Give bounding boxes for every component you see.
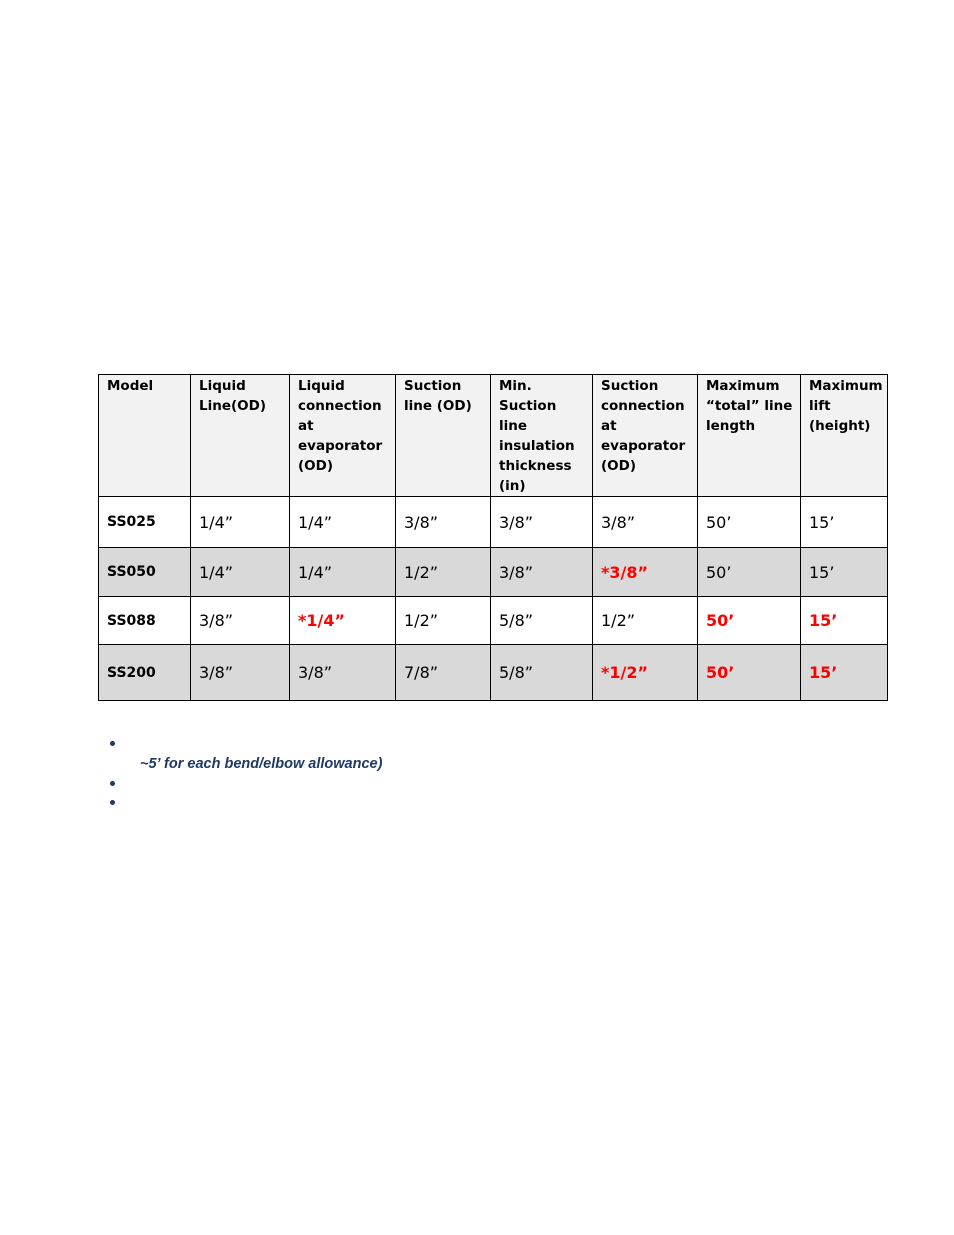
column-header-line: length: [706, 418, 756, 434]
model-cell: SS088: [99, 597, 191, 645]
model-cell: SS200: [99, 645, 191, 701]
column-header: [191, 375, 290, 497]
table-cell: 50’: [698, 645, 801, 701]
table-cell: 1/4”: [191, 497, 290, 548]
model-cell: SS050: [99, 548, 191, 597]
column-header: [99, 375, 191, 497]
table-cell: *1/2”: [593, 645, 698, 701]
list-item: [110, 738, 870, 757]
table-cell: 5/8”: [491, 645, 593, 701]
table-cell: 5/8”: [491, 597, 593, 645]
table-cell: 1/4”: [290, 548, 396, 597]
column-header-line: Liquid: [298, 378, 345, 394]
table-row: [99, 645, 888, 701]
table-cell: 1/4”: [290, 497, 396, 548]
column-header-line: (height): [809, 418, 871, 434]
table-cell: 3/8”: [491, 497, 593, 548]
column-header-line: evaporator: [601, 438, 686, 454]
table-row: [99, 497, 888, 548]
column-header-line: at: [298, 418, 314, 434]
column-header-line: Maximum: [809, 378, 883, 394]
column-header: [593, 375, 698, 497]
table-row: [99, 548, 888, 597]
column-header-line: thickness: [499, 458, 572, 474]
table-cell: 3/8”: [191, 645, 290, 701]
table-cell: 50’: [698, 597, 801, 645]
column-header-line: (in): [499, 478, 526, 494]
bullet-icon: [110, 741, 115, 746]
table-cell: 1/4”: [191, 548, 290, 597]
column-header-line: Suction: [601, 378, 659, 394]
table-cell: 3/8”: [191, 597, 290, 645]
notes-list: [110, 738, 870, 816]
column-header-line: connection: [601, 398, 685, 414]
model-cell: SS025: [99, 497, 191, 548]
table-row: [99, 597, 888, 645]
table-cell: 15’: [801, 645, 888, 701]
bullet-icon: [110, 781, 115, 786]
table-cell: 15’: [801, 597, 888, 645]
note-bend-allowance: ~5’ for each bend/elbow allowance): [140, 756, 383, 772]
column-header: [290, 375, 396, 497]
column-header: [698, 375, 801, 497]
table-cell: 7/8”: [396, 645, 491, 701]
table-cell: 1/2”: [593, 597, 698, 645]
column-header-line: line (OD): [404, 398, 472, 414]
column-header-line: evaporator: [298, 438, 383, 454]
column-header-line: Liquid: [199, 378, 246, 394]
list-item: [110, 797, 870, 816]
bullet-icon: [110, 800, 115, 805]
column-header-line: Maximum: [706, 378, 780, 394]
column-header: [396, 375, 491, 497]
table-cell: 3/8”: [396, 497, 491, 548]
column-header-line: (OD): [601, 458, 637, 474]
table-cell: 1/2”: [396, 597, 491, 645]
table-cell: 15’: [801, 497, 888, 548]
table-cell: 3/8”: [491, 548, 593, 597]
column-header-line: Model: [107, 378, 154, 394]
column-header-line: “total” line: [706, 398, 793, 414]
column-header-line: Line(OD): [199, 398, 267, 414]
table-cell: 50’: [698, 548, 801, 597]
table-cell: 3/8”: [290, 645, 396, 701]
table-cell: 50’: [698, 497, 801, 548]
column-header-line: Suction line: [499, 398, 557, 434]
column-header-line: at: [601, 418, 617, 434]
list-item: [110, 778, 870, 797]
column-header-line: Suction: [404, 378, 462, 394]
table-cell: 15’: [801, 548, 888, 597]
column-header-line: (OD): [298, 458, 334, 474]
table-cell: 1/2”: [396, 548, 491, 597]
column-header-line: connection: [298, 398, 382, 414]
column-header-line: lift: [809, 398, 831, 414]
column-header: [801, 375, 888, 497]
table-header-row: [99, 375, 888, 497]
column-header-line: insulation: [499, 438, 575, 454]
table-cell: *3/8”: [593, 548, 698, 597]
column-header-line: Min.: [499, 378, 532, 394]
column-header: [491, 375, 593, 497]
line-sizing-table: [98, 374, 888, 701]
table-cell: 3/8”: [593, 497, 698, 548]
table-body: [99, 497, 888, 701]
table-cell: *1/4”: [290, 597, 396, 645]
